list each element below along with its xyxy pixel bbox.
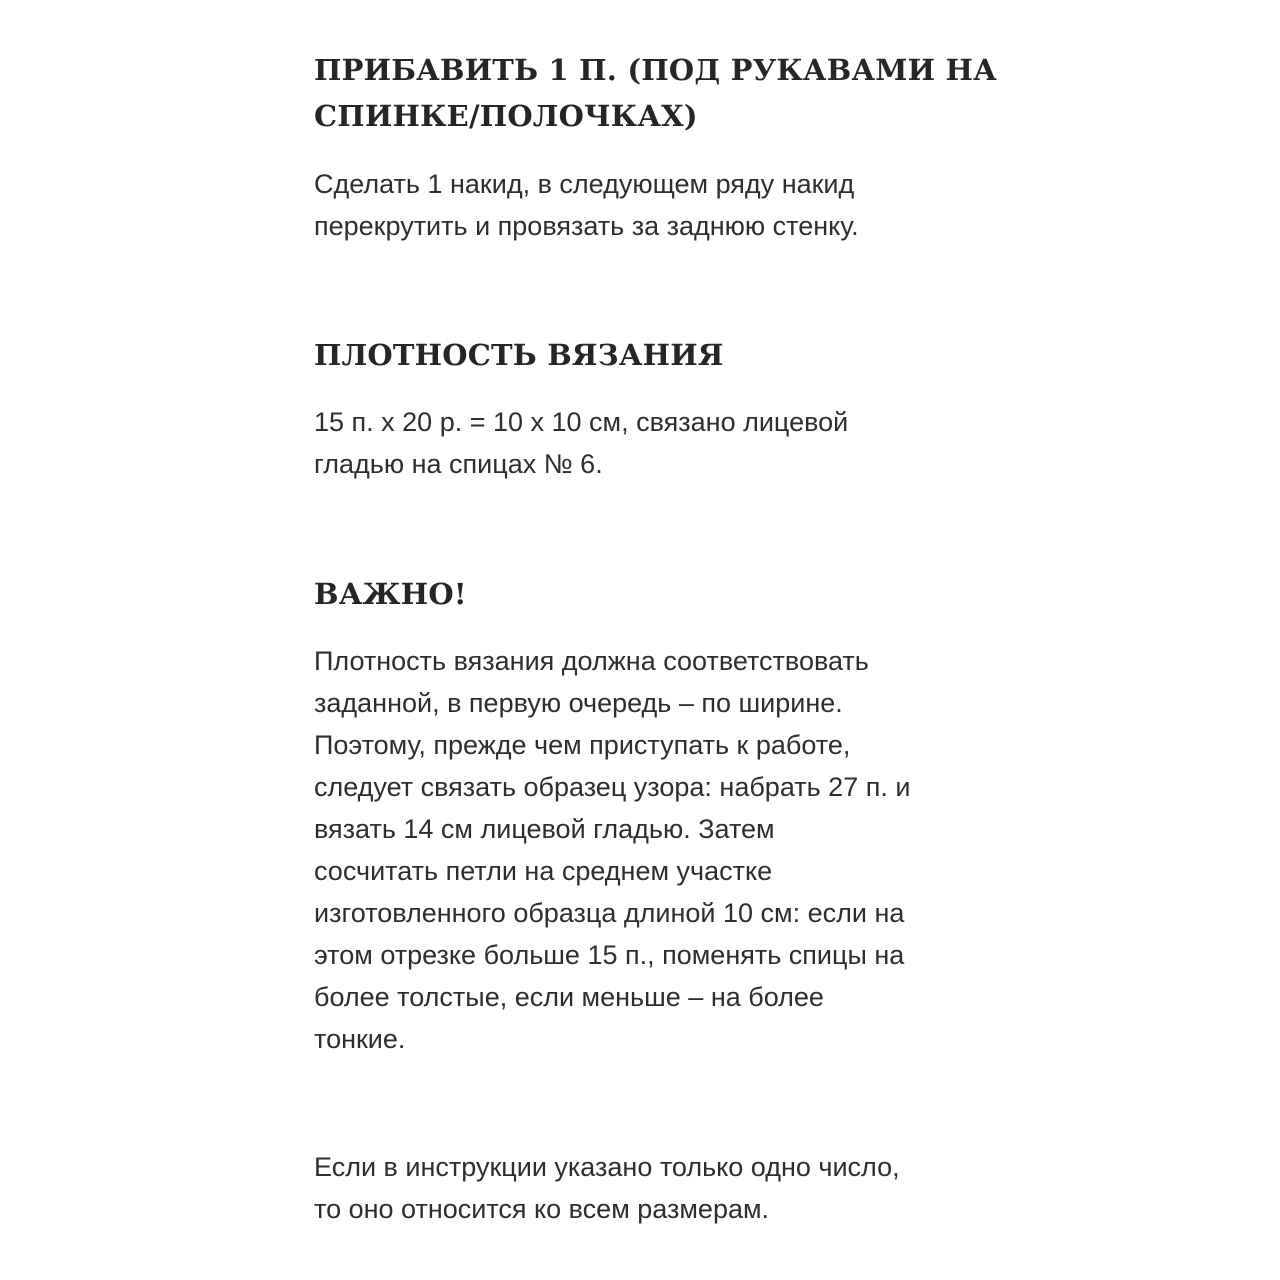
body-line: Если в инструкции указано только одно число, [314, 1152, 900, 1182]
body-line: изготовленного образца длиной 10 см: если на [314, 898, 905, 928]
section-body-increase [314, 163, 859, 247]
section-heading-gauge [314, 332, 724, 378]
heading-line: ВАЖНО! [314, 577, 467, 611]
body-line: перекрутить и провязать за заднюю стенку. [314, 211, 859, 241]
body-line: более толстые, если меньше – на более [314, 982, 824, 1012]
body-line: гладью на спицах № 6. [314, 449, 603, 479]
body-line: Плотность вязания должна соответствовать [314, 646, 869, 676]
body-line: сосчитать петли на среднем участке [314, 856, 773, 886]
body-line: вязать 14 см лицевой гладью. Затем [314, 814, 775, 844]
heading-line: СПИНКЕ/ПОЛОЧКАХ) [314, 99, 698, 133]
section-body-gauge [314, 401, 848, 485]
heading-line: ПРИБАВИТЬ 1 П. (ПОД РУКАВАМИ НА [314, 53, 997, 87]
body-line: заданной, в первую очередь – по ширине. [314, 688, 843, 718]
body-line: то оно относится ко всем размерам. [314, 1194, 770, 1224]
sizes-note [314, 1146, 900, 1230]
body-line: 15 п. х 20 р. = 10 х 10 см, связано лицевой [314, 407, 849, 437]
heading-line: ПЛОТНОСТЬ ВЯЗАНИЯ [314, 338, 724, 372]
section-heading-increase [314, 47, 997, 139]
body-line: следует связать образец узора: набрать 27 п. и [314, 772, 911, 802]
body-line: Сделать 1 накид, в следующем ряду накид [314, 169, 855, 199]
section-heading-important [314, 571, 467, 617]
body-line: Поэтому, прежде чем приступать к работе, [314, 730, 851, 760]
body-line: тонкие. [314, 1024, 406, 1054]
body-line: этом отрезке больше 15 п., поменять спицы на [314, 940, 905, 970]
section-body-important [314, 640, 910, 1060]
